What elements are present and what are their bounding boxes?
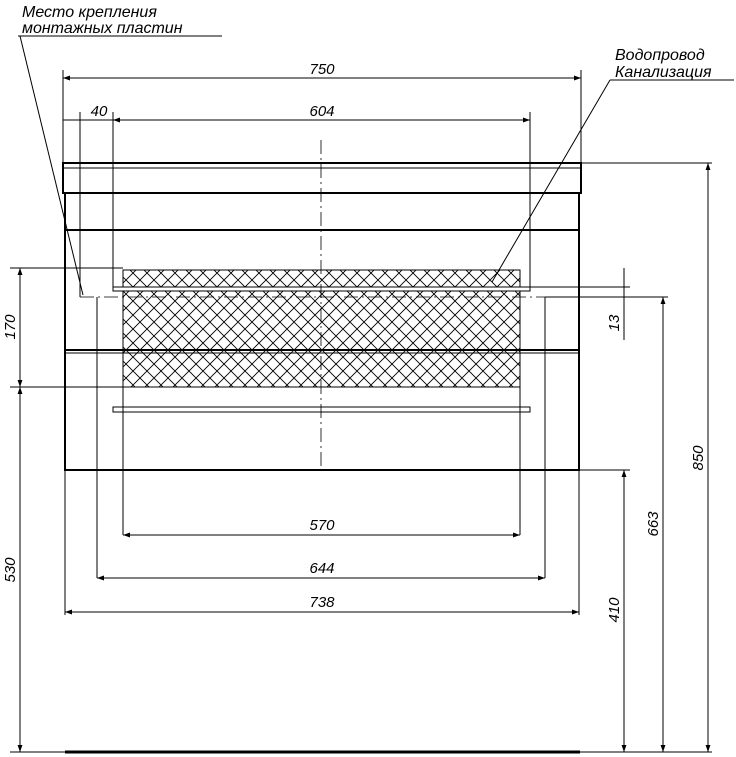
mounting-leader: [20, 36, 83, 295]
pipes-label-line2: Канализация: [615, 64, 712, 81]
mounting-label-line2: монтажных пластин: [22, 20, 183, 37]
dim-530: 530: [2, 557, 19, 583]
upper-handle: [113, 287, 530, 291]
dim-663: 663: [645, 511, 662, 537]
dim-604: 604: [309, 103, 335, 120]
dim-170: 170: [2, 314, 19, 340]
dim-13: 13: [606, 314, 623, 332]
dim-644: 644: [309, 560, 335, 577]
mounting-label-line1: Место крепления: [22, 4, 157, 21]
dim-750: 750: [309, 61, 335, 78]
dim-570: 570: [309, 517, 335, 534]
dim-850: 850: [690, 445, 707, 471]
pipes-leader: [492, 80, 610, 282]
pipes-label-line1: Водопровод: [615, 47, 705, 64]
dim-410: 410: [606, 597, 623, 623]
dim-738: 738: [309, 594, 335, 611]
dim-40: 40: [90, 103, 108, 120]
lower-handle: [113, 407, 530, 412]
cabinet: [63, 140, 581, 752]
